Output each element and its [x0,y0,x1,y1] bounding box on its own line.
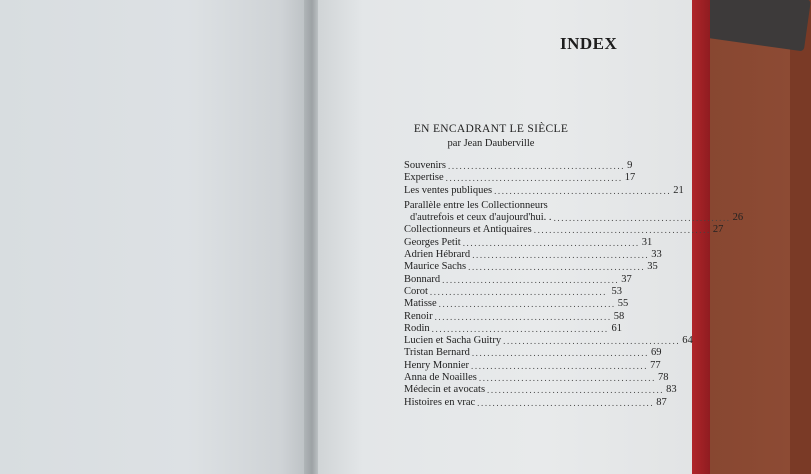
toc-page-number: 61 [611,322,622,334]
toc-row [404,172,636,184]
toc-leader-dots: .............................................. [448,161,626,171]
section-author: par Jean Dauberville [447,138,535,149]
toc-label: Adrien Hébrard [404,249,471,261]
toc-row [404,298,629,310]
toc-page-number: 26 [732,212,744,224]
toc-page-number: 87 [656,396,667,408]
toc-leader-dots: .............................................. [431,323,609,334]
toc-page-number: 83 [666,384,677,396]
toc-label: Henry Monnier [404,359,470,371]
toc-row [404,224,724,236]
toc-label: Georges Petit [404,236,461,248]
left-page [0,0,312,474]
toc-leader-dots: .............................................. [438,299,616,310]
toc-page-number: 64 [682,335,693,347]
toc-label: d'autrefois et ceux d'aujourd'hui. . [410,212,552,224]
toc-row [404,261,658,273]
toc-label: Corot [404,285,428,297]
toc-leader-dots: .............................................. [468,262,646,273]
toc-page-number: 58 [613,310,625,322]
toc-label: Expertise [404,172,444,184]
toc-page-number: 35 [647,261,658,273]
toc-row [404,236,653,249]
toc-row [404,286,622,298]
toc-row [404,212,744,224]
toc-leader-dots: .............................................. [487,385,665,396]
toc-page-number: 9 [627,160,633,171]
toc-leader-dots: .............................................. [471,348,649,359]
toc-label: Médecin et avocats [404,384,486,396]
page-heading: INDEX [560,34,618,53]
toc-leader-dots: .............................................. [462,237,640,248]
toc-label: Bonnard [404,273,441,285]
toc-label: Renoir [404,310,433,322]
book-cover-edge [690,0,710,474]
section-title: EN ENCADRANT LE SIÈCLE [413,123,569,135]
toc-row [404,273,632,286]
table-of-contents [404,160,744,409]
toc-page-number: 77 [650,359,661,371]
toc-leader-dots: .............................................. [494,185,672,196]
toc-leader-dots: .............................................. [503,336,681,347]
toc-label: Lucien et Sacha Guitry [404,335,502,347]
toc-label: Tristan Bernard [404,347,470,359]
toc-page-number: 33 [651,249,662,261]
toc-page-number: 17 [624,172,636,184]
toc-row [404,249,662,261]
toc-leader-dots: .............................................. [434,311,612,322]
toc-page-number: 69 [650,347,662,359]
toc-row [404,359,661,372]
toc-label: Histoires en vrac [404,396,476,408]
toc-label: Souvenirs [404,160,446,171]
toc-leader-dots: .............................................. [533,225,711,236]
toc-page-number: 21 [673,184,684,196]
toc-label: Anna de Noailles [404,372,477,384]
toc-row [404,384,677,396]
toc-page-number: 78 [658,372,669,384]
toc-label: Matisse [404,298,437,310]
toc-row [404,335,693,347]
toc-row [404,160,633,172]
toc-leader-dots: .............................................. [442,274,620,285]
toc-page-number: 31 [641,236,653,248]
toc-label: Maurice Sachs [404,261,467,273]
toc-row [404,347,662,359]
toc-leader-dots: .............................................. [472,250,650,261]
toc-row [404,184,684,197]
toc-row [404,396,667,409]
toc-page-number: 55 [617,298,629,310]
toc-leader-dots: .............................................. [477,397,655,408]
toc-row [404,372,669,384]
toc-row [404,310,625,323]
toc-leader-dots: .............................................. [429,286,608,297]
toc-row [404,200,622,212]
toc-page-number: 27 [712,224,724,236]
toc-leader-dots: .............................................. [478,373,657,384]
toc-label: Les ventes publiques [404,184,493,196]
toc-row [404,323,622,335]
toc-page-number: 37 [621,273,632,285]
toc-label: Collectionneurs et Antiquaires [404,224,532,236]
toc-leader-dots: .............................................. [445,173,623,184]
toc-label: Rodin [404,322,430,334]
toc-page-number: 53 [611,285,622,297]
toc-label: Parallèle entre les Collectionneurs [404,199,548,211]
toc-leader-dots: .............................................. [471,360,649,371]
toc-leader-dots: .............................................. [553,213,731,224]
